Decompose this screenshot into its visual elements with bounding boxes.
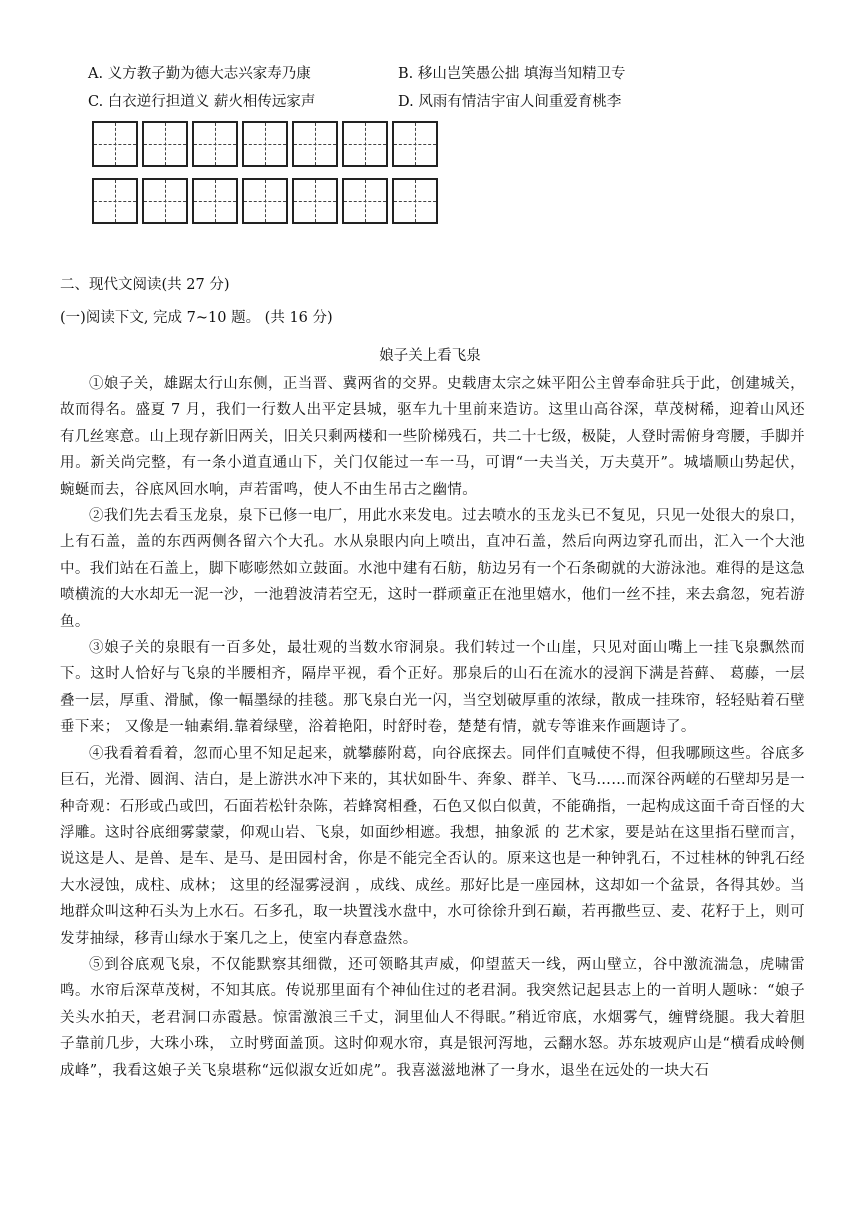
grid-cell[interactable] xyxy=(242,121,288,167)
options-row-2 xyxy=(88,86,788,114)
option-c: C. 白衣逆行担道义 薪火相传远家声 xyxy=(88,93,316,110)
grid-cell[interactable] xyxy=(392,178,438,224)
option-b: B. 移山岂笑愚公拙 填海当知精卫专 xyxy=(398,65,626,82)
article-title: 娘子关上看飞泉 xyxy=(379,348,481,364)
grid-cell[interactable] xyxy=(142,178,188,224)
paragraph-4: ④我看着看着，忽而心里不知足起来，就攀藤附葛，向谷底探去。同伴们直喊使不得，但我哪顾这些。谷底多巨石，光滑、圆润、洁白，是上游洪水冲下来的，其状如卧牛、奔象、群羊、飞马……而深谷两嵯的石壁却另是一种奇观：石形或凸或凹，石面若松针杂陈，若蜂窝相叠，石色又似白似黄，不能确指，一起构成这面千奇百怪的大浮雕。这时谷底细雾蒙蒙，仰观山岩、飞泉，如面纱相遮。我想，抽象派 的 艺术家，要是站在这里指石壁而言，说这是人、是兽、是车、是马、是田园村舍，你是不能完全否认的。原来这也是一种钟乳石，不过桂林的钟乳石经大水浸蚀，成柱、成林； 这里的经湿雾浸润 ，成线、成丝。那好比是一座园林，这却如一个盆景，各得其妙。当地群众叫这种石头为上水石。石多孔，取一块置浅水盘中，水可徐徐升到石巅，若再撒些豆、麦、花籽于上，则可发芽抽绿，移青山绿水于案几之上，使室内春意盎然。 xyxy=(60,745,805,947)
grid-cell[interactable] xyxy=(342,178,388,224)
grid-cell[interactable] xyxy=(92,178,138,224)
paragraph-3: ③娘子关的泉眼有一百多处，最壮观的当数水帘洞泉。我们转过一个山崖，只见对面山嘴上一挂飞泉飘然而下。这时人恰好与飞泉的半腰相齐，隔岸平视，看个正好。那泉后的山石在流水的浸润下满是苔藓、 葛藤，一层叠一层，厚重、滑腻，像一幅墨绿的挂毯。那飞泉白光一闪，当空划破厚重的浓绿，散成一挂珠帘，轻轻贴着石壁垂下来； 又像是一轴素绢.靠着绿壁，浴着艳阳，时舒时卷，楚楚有情，就专等谁来作画题诗了。 xyxy=(60,640,805,736)
grid-cell[interactable] xyxy=(292,121,338,167)
grid-cell[interactable] xyxy=(392,121,438,167)
option-d: D. 风雨有情洁宇宙人间重爱育桃李 xyxy=(398,93,622,110)
grid-cell[interactable] xyxy=(192,178,238,224)
options-row-1 xyxy=(88,58,788,86)
answer-options xyxy=(88,58,788,114)
grid-cell[interactable] xyxy=(342,121,388,167)
paragraph-2: ②我们先去看玉龙泉，泉下已修一电厂，用此水来发电。过去喷水的玉龙头已不复见，只见一处很大的泉口，上有石盖，盖的东西两侧各留六个大孔。水从泉眼内向上喷出，直冲石盖，然后向两边穿孔而出，汇入一个大池中。我们站在石盖上，脚下嘭嘭然如立鼓面。水池中建有石舫，舫边另有一个石条砌就的大游泳池。难得的是这急喷横流的大水却无一泥一沙，一池碧波清若空无，这时一群顽童正在池里嬉水，他们一丝不挂，来去翕忽，宛若游鱼。 xyxy=(60,508,805,630)
grid-cell[interactable] xyxy=(292,178,338,224)
subsection-heading: (一)阅读下文, 完成 7~10 题。 (共 16 分) xyxy=(60,310,333,326)
grid-cell[interactable] xyxy=(92,121,138,167)
article-body xyxy=(60,371,805,1084)
option-a: A. 义方教子勤为德大志兴家寿乃康 xyxy=(88,65,311,82)
paragraph-1: ①娘子关，雄踞太行山东侧，正当晋、冀两省的交界。史载唐太宗之妹平阳公主曾奉命驻兵于此，创建城关，故而得名。盛夏 7 月，我们一行数人出平定县城，驱车九十里前来造访。这里山高谷深，草茂树稀，迎着山风还有几丝寒意。山上现存新旧两关，旧关只剩两楼和一些阶梯残石，共二十七级，极陡，人登时需俯身弯腰，手脚并用。新关尚完整，有一条小道直通山下，关门仅能过一车一马，可谓“一夫当关，万夫莫开”。城墙顺山势起伏，蜿蜒而去，谷底风回水响，声若雷鸣，使人不由生吊古之幽情。 xyxy=(60,376,805,498)
grid-cell[interactable] xyxy=(242,178,288,224)
paragraph-5: ⑤到谷底观飞泉，不仅能默察其细微，还可领略其声威，仰望蓝天一线，两山壁立，谷中激流湍急，虎啸雷鸣。水帘后深草茂树，不知其底。传说那里面有个神仙住过的老君洞。我突然记起县志上的一首明人题咏：“娘子关头水拍天，老君洞口赤霞悬。惊雷激浪三千丈，洞里仙人不得眠。”稍近帘底，水烟雾气，缠臂绕腿。我大着胆子靠前几步，大珠小珠， 立时劈面盖顶。这时仰观水帘，真是银河泻地，云翻水怒。苏东坡观庐山是“横看成岭侧成峰”，我看这娘子关飞泉堪称“远似淑女近如虎”。我喜滋滋地淋了一身水，退坐在远处的一块大石 xyxy=(60,956,805,1079)
writing-grid-row-2[interactable] xyxy=(92,178,442,224)
grid-cell[interactable] xyxy=(192,121,238,167)
section-heading: 二、现代文阅读(共 27 分) xyxy=(60,277,230,293)
grid-cell[interactable] xyxy=(142,121,188,167)
writing-grid-row-1[interactable] xyxy=(92,121,442,167)
